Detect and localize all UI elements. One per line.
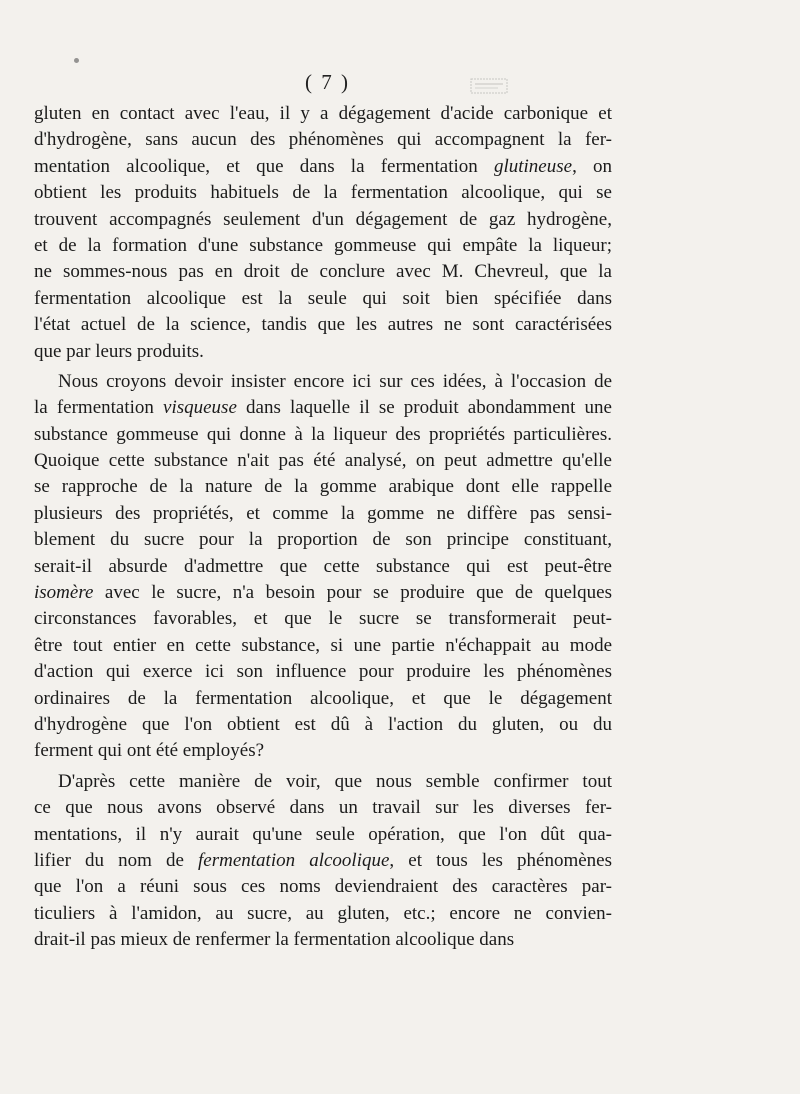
text-segment: dans laquelle il se produit abondamment une bbox=[236, 397, 612, 419]
text-line: trouvent accompagnés seulement d'un dégagement de gaz hydrogène, bbox=[34, 208, 612, 230]
paragraph bbox=[34, 369, 612, 765]
text-line: que par leurs produits. bbox=[34, 340, 204, 362]
text-line: fermentation alcoolique est la seule qui soit bien spécifiée dans bbox=[34, 287, 612, 309]
text-line bbox=[34, 154, 612, 180]
italic-term: fermentation alcoolique bbox=[198, 849, 390, 871]
text-line: drait-il pas mieux de renfermer la fermentation alcoolique dans bbox=[34, 929, 515, 951]
text-segment: , on bbox=[572, 155, 612, 177]
text-line bbox=[34, 848, 612, 874]
text-segment: lifier du nom de bbox=[34, 849, 199, 871]
text-line: circonstances favorables, et que le sucre se transformerait peut- bbox=[34, 608, 612, 630]
ink-speck bbox=[74, 58, 79, 63]
text-line: plusieurs des propriétés, et comme la gomme ne diffère pas sensi- bbox=[34, 502, 612, 524]
text-line: que l'on a réuni sous ces noms deviendraient des caractères par- bbox=[34, 876, 612, 898]
text-line: d'action qui exerce ici son influence pour produire les phénomènes bbox=[34, 661, 612, 683]
text-line: l'état actuel de la science, tandis que les autres ne sont caractérisées bbox=[34, 314, 612, 336]
text-line bbox=[34, 395, 612, 421]
text-line: mentations, il n'y aurait qu'une seule opération, que l'on dût qua- bbox=[34, 823, 612, 845]
text-line: se rapproche de la nature de la gomme arabique dont elle rappelle bbox=[34, 476, 612, 498]
text-line: ferment qui ont été employés? bbox=[34, 740, 265, 762]
text-segment: la fermentation bbox=[34, 397, 164, 419]
text-segment: , et tous les phénomènes bbox=[389, 849, 612, 871]
text-line: obtient les produits habituels de la fermentation alcoolique, qui se bbox=[34, 182, 612, 204]
italic-term: visqueuse bbox=[163, 397, 237, 419]
italic-term: glutineuse bbox=[493, 155, 573, 177]
text-segment: mentation alcoolique, et que dans la fermentation bbox=[34, 155, 494, 177]
text-line: ticuliers à l'amidon, au sucre, au gluten, etc.; encore ne convien- bbox=[34, 902, 612, 924]
text-line bbox=[34, 580, 612, 606]
text-line: être tout entier en cette substance, si une partie n'échappait au mode bbox=[34, 634, 612, 656]
paragraph bbox=[34, 101, 612, 365]
text-line: serait-il absurde d'admettre que cette substance qui est peut-être bbox=[34, 555, 612, 577]
text-line: ce que nous avons observé dans un travail sur les diverses fer- bbox=[34, 797, 612, 819]
text-line: ordinaires de la fermentation alcoolique, et que le dégagement bbox=[34, 687, 612, 709]
text-line: gluten en contact avec l'eau, il y a dégagement d'acide carbonique et bbox=[34, 103, 612, 124]
text-line: D'après cette manière de voir, que nous semble confirmer tout bbox=[58, 770, 612, 792]
italic-term: isomère bbox=[34, 582, 94, 604]
text-line: et de la formation d'une substance gommeuse qui empâte la liqueur; bbox=[34, 234, 612, 256]
page-number: ( 7 ) bbox=[305, 70, 350, 94]
text-line: d'hydrogène que l'on obtient est dû à l'action du gluten, ou du bbox=[34, 713, 612, 735]
text-line: d'hydrogène, sans aucun des phénomènes qui accompagnent la fer- bbox=[34, 129, 612, 151]
text-line: blement du sucre pour la proportion de son principe constituant, bbox=[34, 529, 612, 551]
body-text bbox=[34, 101, 612, 954]
library-stamp-icon bbox=[470, 78, 508, 94]
text-line: ne sommes-nous pas en droit de conclure avec M. Chevreul, que la bbox=[34, 261, 612, 283]
text-line: Nous croyons devoir insister encore ici sur ces idées, à l'occasion de bbox=[58, 370, 612, 392]
paragraph bbox=[34, 769, 612, 954]
text-line: Quoique cette substance n'ait pas été analysé, on peut admettre qu'elle bbox=[34, 450, 612, 472]
text-segment: avec le sucre, n'a besoin pour se produire que de quelques bbox=[93, 582, 612, 604]
text-line: substance gommeuse qui donne à la liqueur des propriétés particulières. bbox=[34, 423, 612, 445]
